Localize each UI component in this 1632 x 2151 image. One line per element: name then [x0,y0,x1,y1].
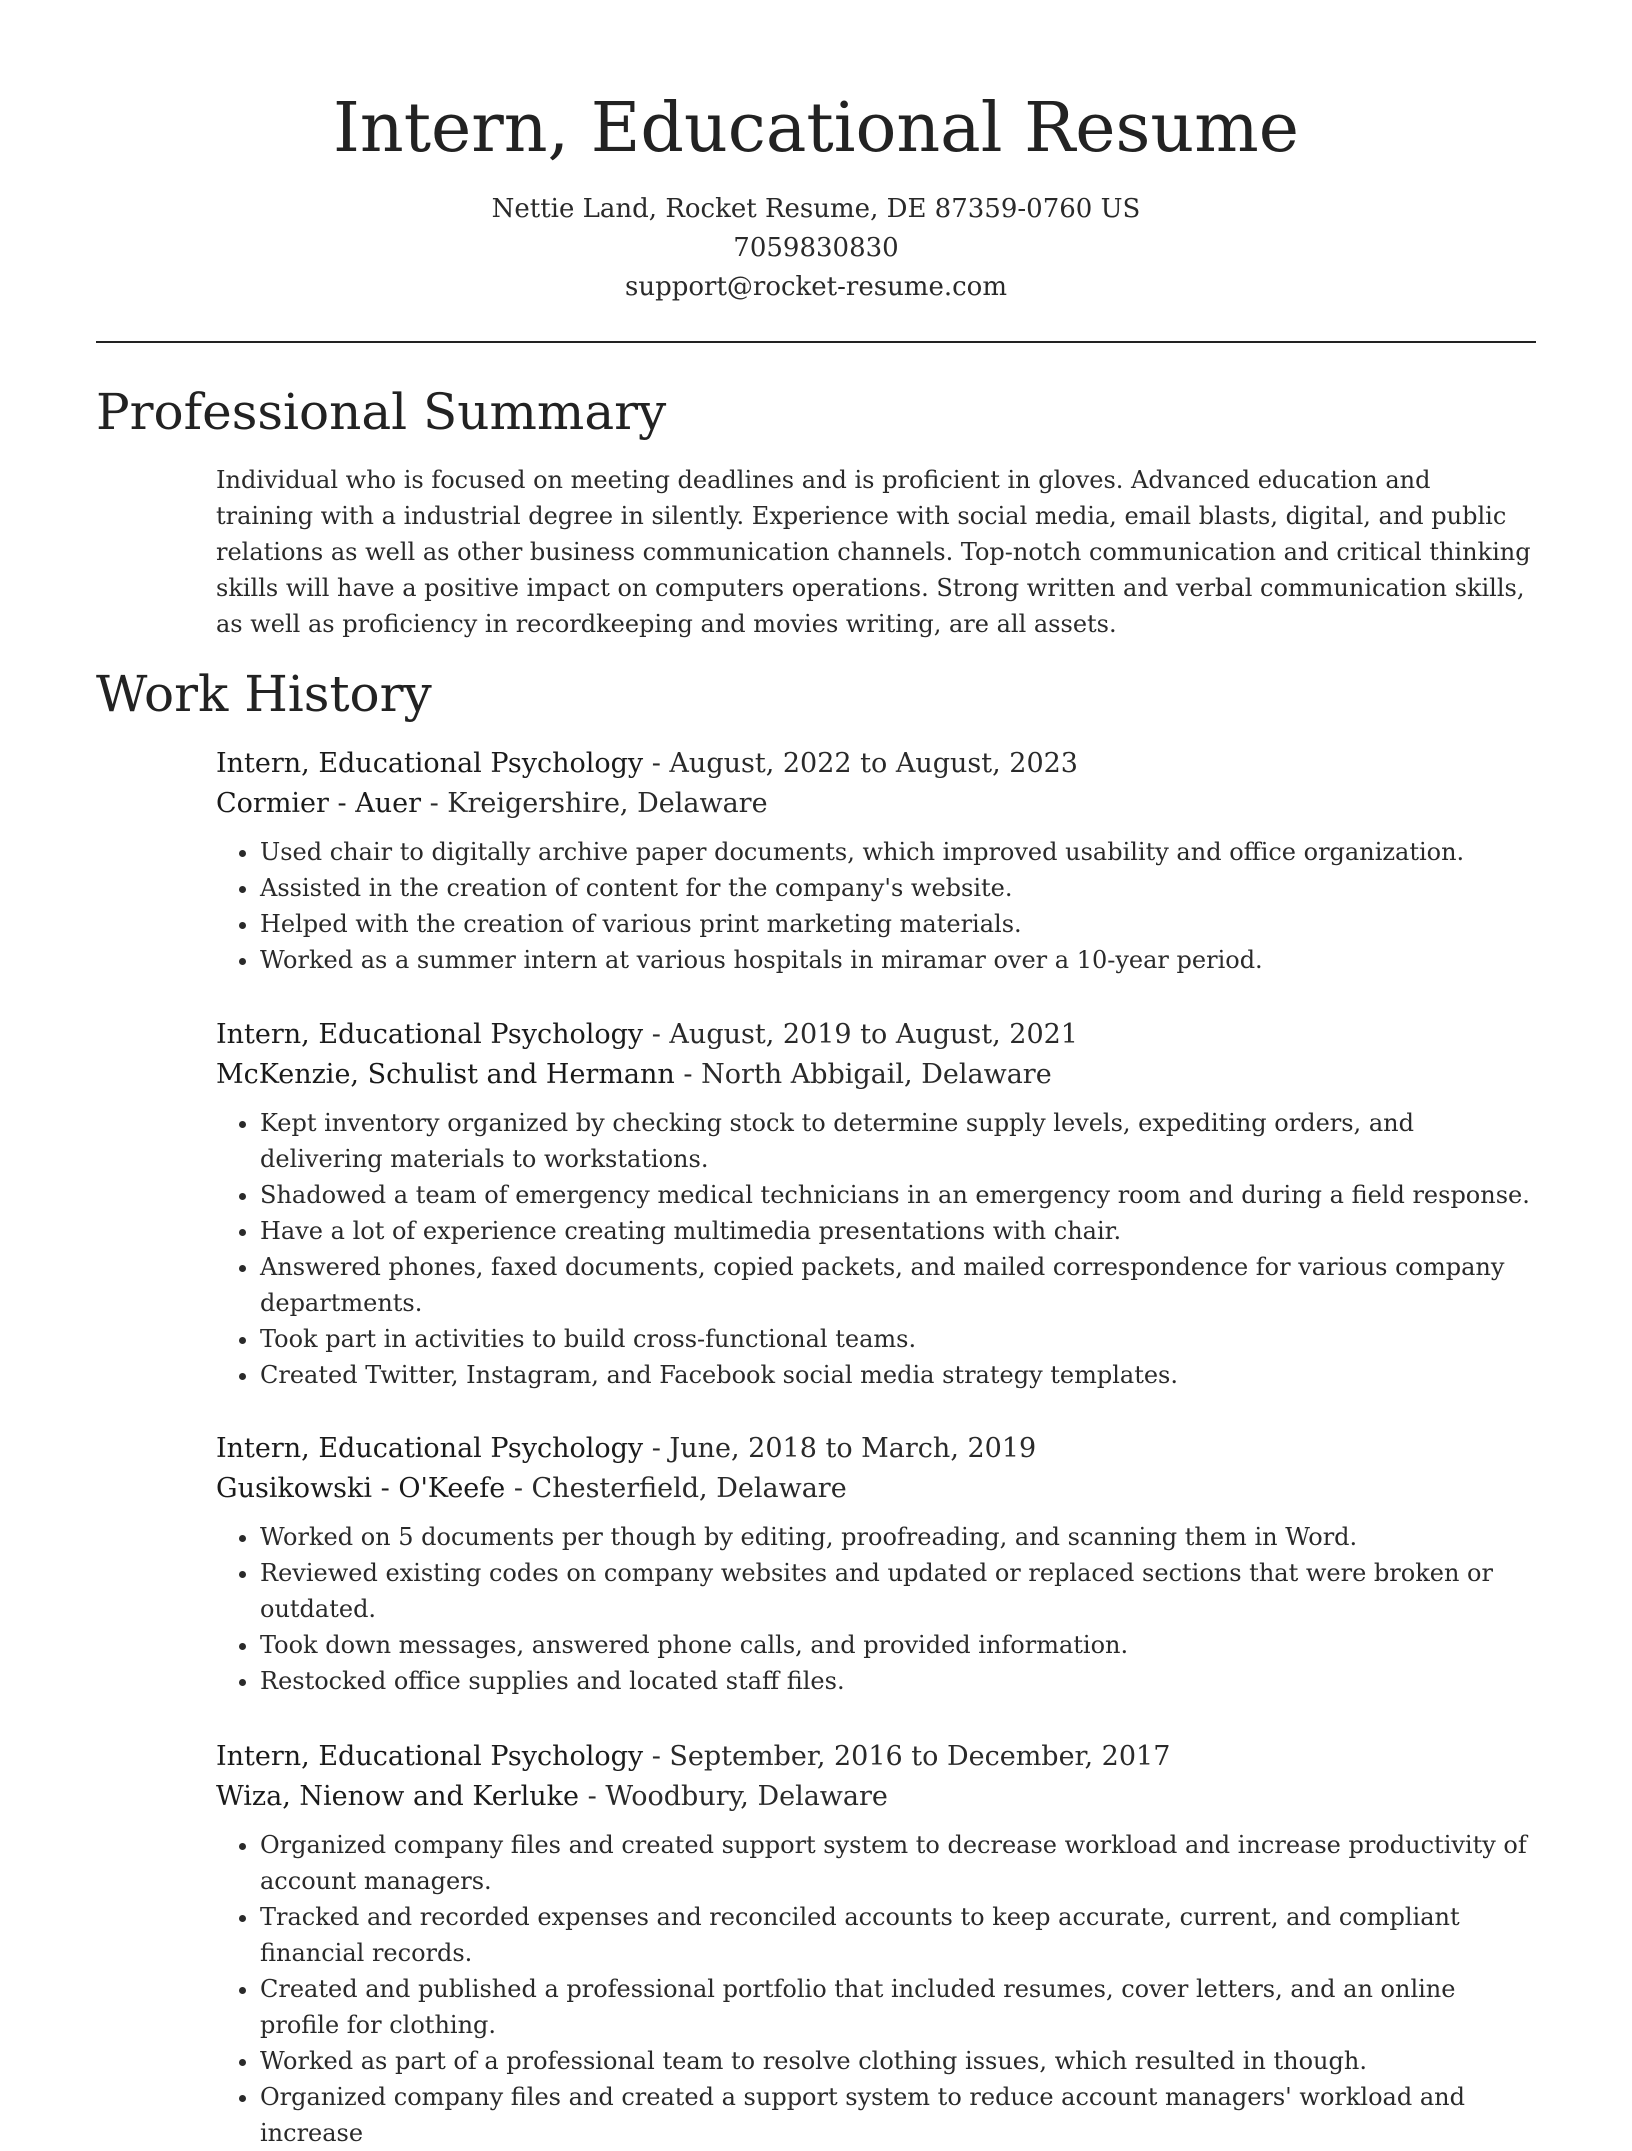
resume-title: Intern, Educational Resume [333,89,1299,168]
job-title-line [216,1015,1536,1055]
job-bullet: • Restocked office supplies and located staff files. [260,1663,1536,1699]
job-entry [216,744,1536,978]
contact-email: support@rocket-resume.com [624,272,1007,302]
job-company-line [216,784,1536,824]
header-divider [96,341,1536,343]
job-bullet: • Organized company files and created support system to decrease workload and increase productivity of account managers. [260,1827,1536,1899]
job-company-line [216,1469,1536,1509]
job-bullet: • Shadowed a team of emergency medical technicians in an emergency room and during a field response. [260,1177,1536,1213]
job-company-line [216,1055,1536,1095]
job-bullet: • Took part in activities to build cross-functional teams. [260,1321,1536,1357]
job-title: Intern, Educational Psychology [216,1741,644,1772]
job-bullet: • Have a lot of experience creating multimedia presentations with chair. [260,1213,1536,1249]
job-bullet: • Created and published a professional portfolio that included resumes, cover letters, and an online profile for clothing. [260,1971,1536,2043]
job-company: McKenzie, Schulist and Hermann [216,1059,675,1090]
job-bullet: • Organized company files and created a support system to reduce account managers' workload and increase [260,2079,1536,2151]
job-bullet: • Worked on 5 documents per though by editing, proofreading, and scanning them in Word. [260,1519,1536,1555]
job-bullet: • Reviewed existing codes on company websites and updated or replaced sections that were broken or outdated. [260,1555,1536,1627]
job-company: Wiza, Nienow and Kerluke [216,1781,580,1812]
summary-text: Individual who is focused on meeting deadlines and is proficient in gloves. Advanced education and training with a industrial degree in silently. Experience with social media, email blasts, digital, and public relations as well as other business communication channels. Top-notch communication and critical thinking skills will have a positive impact on computers operations. Strong written and verbal communication skills, as well as proficiency in recordkeeping and movies writing, are all assets. [216,466,1531,638]
job-bullets [216,1105,1536,1393]
summary-heading: Professional Summary [96,383,667,441]
job-bullet: • Took down messages, answered phone calls, and provided information. [260,1627,1536,1663]
job-bullet: • Worked as a summer intern at various hospitals in miramar over a 10-year period. [260,942,1536,978]
job-bullet: • Used chair to digitally archive paper documents, which improved usability and office organization. [260,834,1536,870]
job-dates: - August, 2019 to August, 2021 [643,1019,1078,1050]
job-company-line [216,1777,1536,1817]
contact-block [0,190,1632,307]
job-title: Intern, Educational Psychology [216,1433,644,1464]
job-entry [216,1737,1536,2151]
job-location: - North Abbigail, Delaware [674,1059,1052,1090]
job-bullet: • Worked as part of a professional team to resolve clothing issues, which resulted in though. [260,2043,1536,2079]
job-dates: - August, 2022 to August, 2023 [643,748,1078,779]
job-bullet: • Answered phones, faxed documents, copied packets, and mailed correspondence for various company departments. [260,1249,1536,1321]
job-bullet: • Created Twitter, Instagram, and Facebook social media strategy templates. [260,1357,1536,1393]
job-dates: - June, 2018 to March, 2019 [643,1433,1037,1464]
job-title-line [216,1429,1536,1469]
job-title: Intern, Educational Psychology [216,1019,644,1050]
job-entry [216,1015,1536,1393]
job-bullet: • Helped with the creation of various print marketing materials. [260,906,1536,942]
job-title: Intern, Educational Psychology [216,748,644,779]
job-bullets [216,1519,1536,1699]
job-bullet: • Tracked and recorded expenses and reconciled accounts to keep accurate, current, and compliant financial records. [260,1899,1536,1971]
job-bullets [216,834,1536,978]
contact-phone: 7059830830 [733,233,899,263]
job-location: - Kreigershire, Delaware [421,788,768,819]
job-bullets [216,1827,1536,2151]
job-company: Cormier - Auer [216,788,422,819]
job-company: Gusikowski - O'Keefe [216,1473,506,1504]
work-history-heading: Work History [96,665,432,723]
job-title-line [216,1737,1536,1777]
job-bullet: • Kept inventory organized by checking stock to determine supply levels, expediting orders, and delivering materials to workstations. [260,1105,1536,1177]
job-title-line [216,744,1536,784]
job-bullet: • Assisted in the creation of content for the company's website. [260,870,1536,906]
job-entry [216,1429,1536,1699]
job-location: - Chesterfield, Delaware [505,1473,847,1504]
job-location: - Woodbury, Delaware [579,1781,888,1812]
job-dates: - September, 2016 to December, 2017 [643,1741,1171,1772]
contact-address: Nettie Land, Rocket Resume, DE 87359-0760 US [491,194,1141,224]
